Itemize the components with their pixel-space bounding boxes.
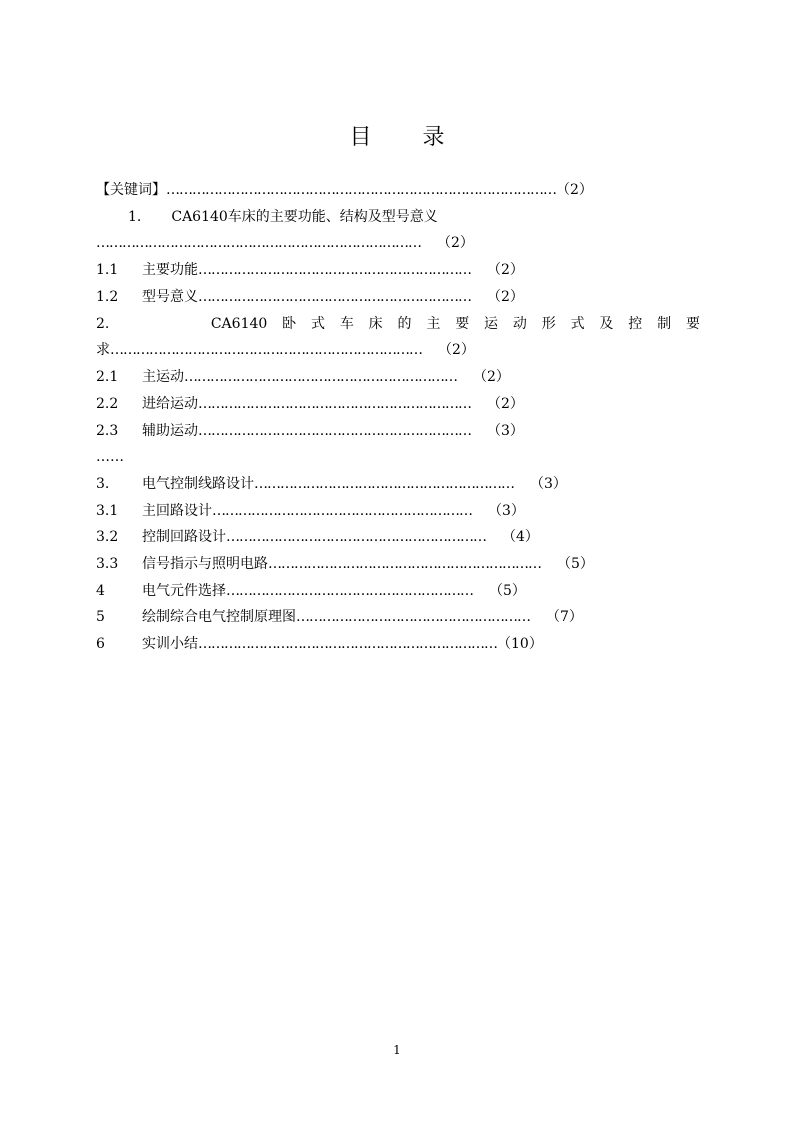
toc-label: CA6140车床的主要功能、结构及型号意义 [171,209,438,225]
toc-entry-3[interactable] [96,475,567,493]
toc-num: 1.1 [96,262,119,278]
toc-label: 信号指示与照明电路 [142,556,268,572]
toc-label-char: 主 [426,316,441,332]
toc-label: 型号意义 [142,289,198,305]
toc-label: 实训小结 [142,636,198,652]
toc-leader: ……………………………………………… [296,609,530,625]
toc-page: （5） [489,583,526,599]
toc-label-char: 动 [512,316,527,332]
toc-entry-3-2[interactable] [96,528,539,546]
toc-num: 3. [96,476,110,492]
toc-page: （3） [530,476,567,492]
toc-label: 主要功能 [142,262,198,278]
toc-leader: ……………………………………………………… [198,262,471,278]
toc-leader: ……………………………………………………… [198,289,471,305]
toc-label-char: 制 [657,316,672,332]
toc-leader: …………………………………………………… [226,529,486,545]
toc-label-char: 控 [628,316,643,332]
toc-leader: ……………………………………………………… [198,423,471,439]
toc-label: 绘制综合电气控制原理图 [142,609,296,625]
toc-entry-1[interactable] [128,208,438,226]
toc-label: 主回路设计 [142,503,212,519]
toc-label: 控制回路设计 [142,529,226,545]
toc-entry-5[interactable] [96,608,583,626]
toc-entry-3-3[interactable] [96,555,594,573]
toc-ellipsis: …… [96,449,124,465]
toc-label-char: CA6140 [210,316,268,332]
toc-num: 3.2 [96,529,119,545]
toc-page: （2） [487,262,524,278]
toc-entry-1-2[interactable] [96,288,524,306]
toc-num: 1. [128,209,142,225]
toc-label-char: 式 [310,316,325,332]
toc-num: 3.1 [96,503,119,519]
toc-entry-2-3[interactable] [96,422,524,440]
toc-label-char: 及 [599,316,614,332]
toc-page: （10） [497,636,543,652]
toc-num: 6 [96,636,105,652]
toc-leader: ……………………………………………………… [184,369,457,385]
toc-label: 电气元件选择 [142,583,226,599]
toc-page: （2） [487,289,524,305]
toc-num: 3.3 [96,556,119,572]
toc-num: 2.2 [96,396,119,412]
toc-page: （3） [488,503,525,519]
toc-num: 2. [96,316,110,332]
toc-entry-2-2[interactable] [96,395,524,413]
toc-num: 1.2 [96,289,119,305]
toc-page: （5） [557,556,594,572]
toc-label-char: 形 [541,316,556,332]
toc-leader: ………………………………………………… [226,583,473,599]
toc-page: （2） [487,396,524,412]
toc-num: 4 [96,583,105,599]
toc-page: （2） [438,342,475,358]
toc-title: 目 录 [349,125,467,150]
toc-num: 5 [96,609,105,625]
toc-entry-1-leader [96,234,474,252]
toc-page: （2） [556,182,593,198]
page-number: 1 [393,1043,401,1057]
toc-leader: ………………………………………………………………… [96,235,421,251]
toc-num: 2.3 [96,423,119,439]
toc-label-char: 车 [339,316,354,332]
toc-label-char: 要 [455,316,470,332]
toc-page: （7） [546,609,583,625]
toc-leader: …………………………………………………………… [198,636,497,652]
toc-entry-keywords[interactable] [96,181,593,199]
toc-label-char: 式 [570,316,585,332]
toc-page: （3） [487,423,524,439]
toc-entry-3-1[interactable] [96,502,525,520]
toc-leader: ……………………………………………………… [198,396,471,412]
toc-leader: ……………………………………………………………………………… [166,182,556,198]
toc-leader: …………………………………………………… [212,503,472,519]
toc-label-char: 卧 [282,316,297,332]
toc-page: （4） [502,529,539,545]
toc-label: 辅助运动 [142,423,198,439]
toc-label-char: 运 [484,316,499,332]
toc-page: （2） [473,369,510,385]
toc-label: 电气控制线路设计 [142,476,254,492]
toc-label-char: 床 [368,316,383,332]
toc-num: 2.1 [96,369,119,385]
toc-leader: ……………………………………………………………… [110,342,422,358]
toc-label-char: 的 [397,316,412,332]
toc-label-char: 要 [685,316,700,332]
toc-entry-4[interactable] [96,582,526,600]
toc-entry-6[interactable] [96,635,543,653]
toc-entry-2-1[interactable] [96,368,510,386]
toc-leader: ……………………………………………………… [268,556,541,572]
toc-entry-1-1[interactable] [96,261,524,279]
toc-leader: …………………………………………………… [254,476,514,492]
toc-label: 主运动 [142,369,184,385]
toc-entry-2[interactable] [96,315,700,333]
toc-label: 【关键词】 [96,182,166,198]
toc-entry-2-cont [96,341,475,359]
toc-label: 进给运动 [142,396,198,412]
toc-page: （2） [437,235,474,251]
toc-label: 求 [96,342,110,358]
